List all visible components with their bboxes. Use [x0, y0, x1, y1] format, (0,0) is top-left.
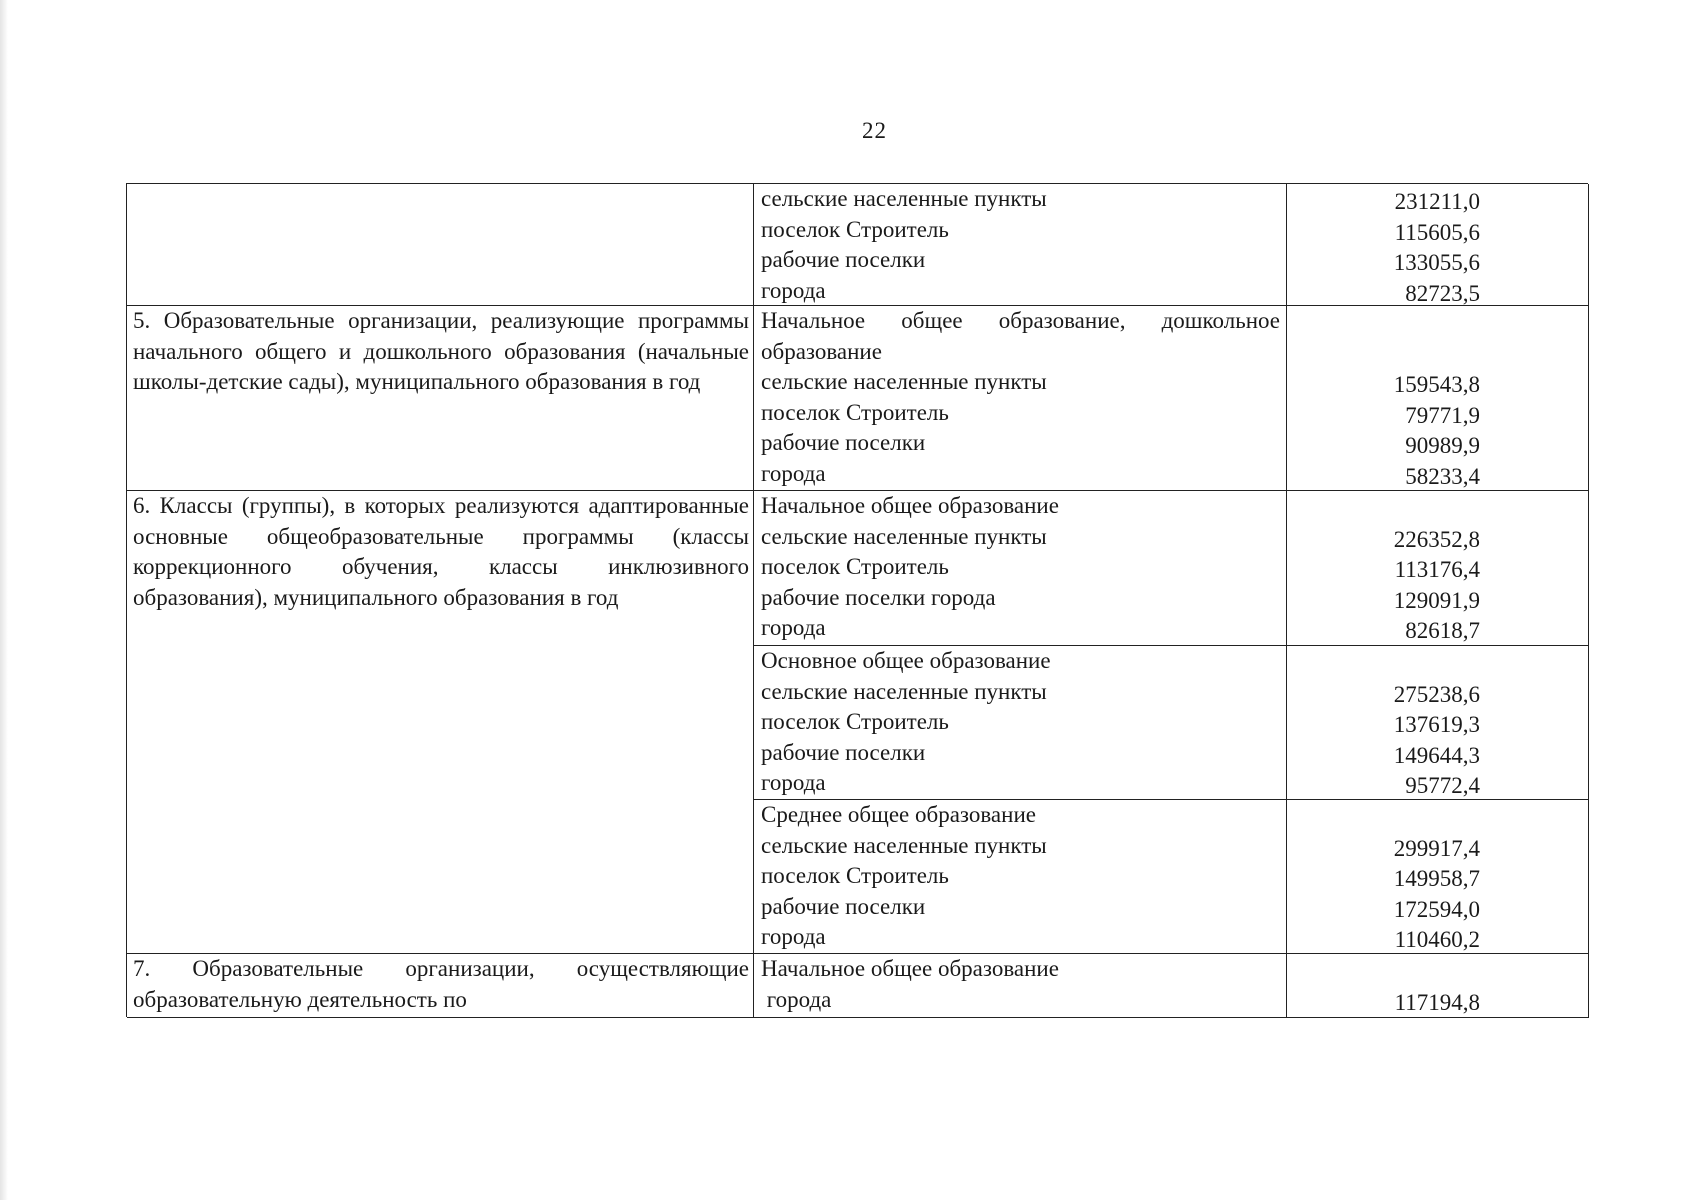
- category-line: рабочие поселки: [761, 430, 926, 455]
- value-cell: 129091,9: [1393, 587, 1480, 613]
- scan-edge-shadow: [0, 0, 8, 1200]
- category-line: поселок Строитель: [761, 863, 949, 888]
- value-cell: 172594,0: [1393, 896, 1480, 922]
- row-6-description: 6. Классы (группы), в которых реализуются адаптированные основные общеобразовательные программы (классы коррекционного обучения, классы инклюзивного образования), муниципального образования в год: [127, 491, 754, 954]
- value-cell: 58233,4: [1405, 463, 1480, 489]
- category-line: города: [761, 924, 826, 949]
- row-6-group-3-values: [1287, 800, 1589, 954]
- category-line: поселок Строитель: [761, 399, 949, 425]
- category-line: образование: [761, 338, 882, 364]
- row-7-description: 7. Образовательные организации, осуществляющие образовательную деятельность по: [127, 954, 754, 1018]
- category-line: Основное общее образование: [761, 648, 1051, 673]
- value-cell: 299917,4: [1393, 835, 1480, 861]
- value-cell: 226352,8: [1393, 526, 1480, 552]
- category-line: Среднее общее образование: [761, 802, 1036, 827]
- category-line: поселок Строитель: [761, 709, 949, 734]
- category-line: города: [761, 460, 826, 486]
- category-line: рабочие поселки: [761, 247, 926, 272]
- value-cell: [1287, 340, 1480, 371]
- value-cell: 95772,4: [1405, 773, 1480, 798]
- category-line: рабочие поселки: [761, 893, 926, 919]
- value-cell: 90989,9: [1405, 433, 1480, 458]
- page-number: 22: [862, 118, 887, 143]
- category-line: сельские населенные пункты: [761, 678, 1047, 704]
- category-line: Начальное общее образование, дошкольное: [761, 308, 1280, 333]
- value-cell: [1287, 957, 1480, 988]
- value-cell: [1287, 309, 1480, 340]
- row-7-values: [1287, 954, 1589, 1018]
- category-line: города: [761, 615, 826, 640]
- category-line: города: [761, 986, 832, 1012]
- value-cell: 275238,6: [1393, 681, 1480, 707]
- row-6-group-2-categories: [754, 646, 1287, 800]
- row-5-values: [1287, 306, 1589, 491]
- value-cell: 149958,7: [1393, 866, 1480, 891]
- row-6-group-2-values: [1287, 646, 1589, 800]
- category-line: Начальное общее образование: [761, 956, 1059, 981]
- value-cell: [1287, 649, 1480, 680]
- value-cell: 82723,5: [1405, 280, 1480, 306]
- value-cell: 115605,6: [1394, 219, 1480, 245]
- category-line: сельские населенные пункты: [761, 369, 1047, 394]
- row-6-group-3-categories: [754, 800, 1287, 954]
- value-cell: 149644,3: [1393, 742, 1480, 768]
- row-6-group-1-values: [1287, 491, 1589, 646]
- value-cell: 137619,3: [1393, 712, 1480, 737]
- row-6-group-1-categories: [754, 491, 1287, 646]
- value-cell: 110460,2: [1394, 927, 1480, 952]
- value-cell: 82618,7: [1405, 618, 1480, 643]
- value-cell: [1287, 803, 1480, 834]
- row-1-categories: [754, 184, 1287, 306]
- category-line: сельские населенные пункты: [761, 186, 1047, 211]
- value-cell: 133055,6: [1393, 250, 1480, 275]
- value-cell: 159543,8: [1393, 372, 1480, 397]
- category-line: поселок Строитель: [761, 554, 949, 579]
- value-cell: 231211,0: [1394, 189, 1480, 214]
- category-line: Начальное общее образование: [761, 493, 1059, 518]
- value-cell: [1287, 494, 1480, 525]
- tariff-table: [126, 183, 1588, 1017]
- category-line: поселок Строитель: [761, 216, 949, 242]
- row-5-description: 5. Образовательные организации, реализующие программы начального общего и дошкольного образования (начальные школы-детские сады), муниципального образования в год: [127, 306, 754, 491]
- row-5-categories: [754, 306, 1287, 491]
- category-line: рабочие поселки: [761, 739, 926, 765]
- category-line: сельские населенные пункты: [761, 523, 1047, 549]
- category-line: города: [761, 770, 826, 795]
- category-line: города: [761, 277, 826, 303]
- category-line: сельские населенные пункты: [761, 832, 1047, 858]
- row-7-categories: [754, 954, 1287, 1018]
- category-line: рабочие поселки города: [761, 584, 996, 610]
- value-cell: 117194,8: [1394, 989, 1480, 1015]
- value-cell: 113176,4: [1394, 557, 1480, 582]
- row-1-values: [1287, 184, 1589, 306]
- row-1-description: [127, 184, 754, 306]
- value-cell: 79771,9: [1405, 402, 1480, 428]
